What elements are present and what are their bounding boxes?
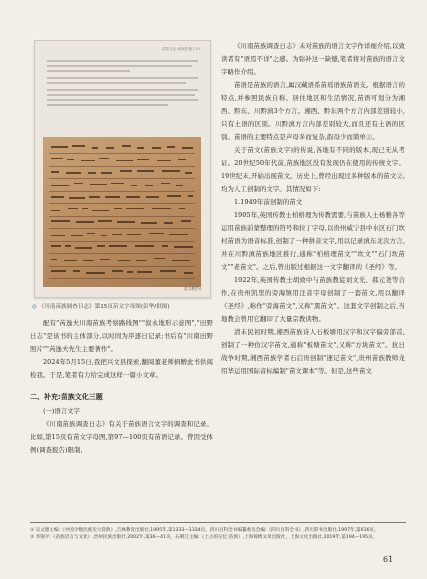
manuscript-glyph xyxy=(51,245,61,247)
manuscript-glyph xyxy=(152,147,161,149)
manuscript-glyph xyxy=(105,196,120,198)
manuscript-glyph xyxy=(160,270,176,272)
manuscript-glyph xyxy=(137,147,144,149)
manuscript-glyph xyxy=(161,183,170,185)
manuscript-glyph xyxy=(149,233,164,235)
footnote: ② 李锦平:《苗族语言与文化》,贵州民族出版社,2002年,第36—41页。石朝江主编:《上古的记忆:苗族》,上海锦绣文章出版社、上海文化出版社,2019年,第194—195页。 xyxy=(30,535,378,540)
manuscript-rule xyxy=(49,266,195,267)
manuscript-glyph xyxy=(184,272,193,274)
manuscript-glyph xyxy=(146,196,159,198)
page-number: 61 xyxy=(383,555,394,564)
manuscript-glyph xyxy=(51,259,57,261)
manuscript-glyph xyxy=(51,171,59,173)
photo-body-text xyxy=(35,55,210,111)
paragraph: 关于苗文(苗族文字)的传说,各地有不同的版本,现已无从考证。20世纪50年代前,苗族地区没有发现仍在使用的传统文字。19世纪末,开始出现苗文。历史上,曾经出现过多种版本的苗文②,均为人工创制的文字。其情况如下: xyxy=(221,146,405,193)
right-column xyxy=(221,40,405,378)
manuscript-glyph xyxy=(185,172,192,174)
caption-mark-icon: ◎ xyxy=(32,304,37,310)
manuscript-glyph xyxy=(120,170,132,172)
manuscript-glyph xyxy=(73,270,80,272)
manuscript-glyph xyxy=(51,220,70,222)
manuscript-glyph xyxy=(67,159,74,161)
manuscript-glyph xyxy=(76,221,94,223)
manuscript-glyph xyxy=(71,235,83,237)
manuscript-glyph xyxy=(126,196,140,198)
footnotes xyxy=(30,522,406,541)
manuscript-glyph xyxy=(164,222,173,224)
manuscript-glyph xyxy=(145,185,153,187)
manuscript-glyph xyxy=(137,271,152,273)
manuscript-glyph xyxy=(176,185,183,187)
manuscript-glyph xyxy=(188,195,193,197)
manuscript-glyph xyxy=(178,159,186,161)
manuscript-glyph xyxy=(92,210,109,212)
manuscript-rule xyxy=(49,191,195,192)
caption-text: 《川南苗族调查日志》第15页苗文字母图(彭华/供图) xyxy=(38,304,170,310)
manuscript-glyph xyxy=(109,245,127,247)
manuscript-rule xyxy=(49,278,195,279)
paragraph: 1905年,英国传教士柏格理为传教需要,与苗族人士杨雅各等运用苗族前蒙整理的符号和拉丁字母,以贵州威宁县中水区石门坎村苗语为语音标准,创制了一种拼音文字,用以记录滇东北次方言,并在川黔滇苗族地区推行,通称"柏格理苗文""坎文""石门坎苗文""老苗文"。之后,曾出版过根据这一文字翻译的《圣经》等。 xyxy=(221,211,405,271)
manuscript-glyph xyxy=(83,260,94,262)
manuscript-glyph xyxy=(97,245,105,247)
paragraph: 配有"芮逸夫川南苗族考察路线图""叙永地形示意图","田野日志"是该书的主体部分,以时间为序逐日记录;书后有"川南田野照片""芮逸夫先生主要著作"。 xyxy=(30,319,213,353)
manuscript-glyph xyxy=(137,159,149,161)
manuscript-glyph xyxy=(51,270,66,272)
paragraph: 2024年5月15日,我把兴文县探索,翻阅董老师捐赠此书供阅检我。于是,笔者有力给完成这样一篇小文章。 xyxy=(30,358,213,379)
paragraph: 清末民初时期,湘西苗族诗人石板塘用汉字和汉字偏旁部首,创制了一种仿汉字苗文,通称"板塘苗文",又称"方块苗文"。抗日战争时期,湘西苗族学者石启贵创制"速记苗文",贵州苗族教师龙绍华运用国际音标编制"苗文课本"等。但是,这些苗文 xyxy=(221,328,405,375)
manuscript-glyph xyxy=(131,185,137,187)
manuscript-rule xyxy=(49,228,195,229)
manuscript-glyph xyxy=(136,260,146,262)
section-heading: 二、补充:苗族文化三题 xyxy=(30,393,103,401)
manuscript-glyph xyxy=(167,195,181,197)
manuscript-rule xyxy=(49,216,195,217)
manuscript-glyph xyxy=(127,234,141,236)
manuscript-rule xyxy=(49,241,195,242)
manuscript-glyph xyxy=(81,160,95,162)
manuscript-glyph xyxy=(169,234,188,236)
manuscript-glyph xyxy=(65,245,71,247)
manuscript-rule xyxy=(49,166,195,167)
miao-alphabet-manuscript xyxy=(43,137,201,287)
manuscript-rule xyxy=(49,203,195,204)
manuscript-glyph xyxy=(137,170,154,172)
manuscript-glyph xyxy=(101,172,112,174)
manuscript-glyph xyxy=(114,208,122,210)
manuscript-glyph xyxy=(162,170,180,172)
manuscript-rule xyxy=(49,178,195,179)
manuscript-glyph xyxy=(66,172,81,174)
manuscript-glyph xyxy=(51,196,64,198)
manuscript-glyph xyxy=(112,270,123,272)
photo-page-header: 武陵文化·地域传播 | 15 xyxy=(162,47,200,51)
manuscript-rule xyxy=(49,153,195,154)
manuscript-glyph xyxy=(127,271,133,273)
manuscript-glyph xyxy=(64,260,77,262)
footnote: ① 吴文德主编:《中国少数民族史大辞典》,吉林教育出版社,1995年,第1333—1334页。四川百科全书编纂委员会编:《四川百科全书》,四川辞书出版社,1997年,第616页。 xyxy=(30,528,379,533)
manuscript-glyph xyxy=(182,147,193,149)
manuscript-glyph xyxy=(99,158,109,160)
manuscript-glyph xyxy=(152,208,171,210)
figure-photo xyxy=(34,40,211,298)
manuscript-glyph xyxy=(157,160,171,162)
left-column xyxy=(30,40,213,457)
manuscript-glyph xyxy=(141,222,157,224)
manuscript-glyph xyxy=(106,147,114,149)
paragraph: 苗语是苗族的语言,属汉藏语系苗瑶语族苗语支。根据语言的特点,并参照民族自称、居住地区和生活情况,苗语可划分为湘西、黔东、川黔滇3个方言。湘西、黔东两个方言内部差别较小,只有土语的区别。川黔滇方言内部差别较大,而且还有土语的区别。苗语的主要特点是声母多而复杂,韵母少而简单①。 xyxy=(221,81,405,141)
manuscript-glyph xyxy=(162,245,168,247)
manuscript-glyph xyxy=(51,210,60,212)
manuscript-glyph xyxy=(51,158,63,160)
manuscript-glyph xyxy=(179,208,185,210)
manuscript-glyph xyxy=(92,147,98,149)
subsection-heading: (一)语言文字 xyxy=(43,407,80,415)
manuscript-glyph xyxy=(172,260,190,262)
manuscript-glyph xyxy=(68,208,78,210)
manuscript-glyph xyxy=(90,184,107,186)
paragraph: 《川南苗族调查日志》有关于苗族语言文字的调查和记录。比如,第15页有苗文字母图,第97—100页有苗语记录。曾因受体例(调查报告)限制, xyxy=(30,420,213,454)
manuscript-glyph xyxy=(117,221,135,223)
manuscript-glyph xyxy=(74,183,83,185)
manuscript-glyph xyxy=(111,183,124,185)
manuscript-glyph xyxy=(101,235,107,237)
manuscript-glyph xyxy=(135,245,154,247)
manuscript-glyph xyxy=(174,246,193,248)
manuscript-glyph xyxy=(51,146,68,148)
manuscript-glyph xyxy=(116,160,133,162)
manuscript-glyph xyxy=(51,185,69,187)
paragraph: 《川南苗族调查日志》未对苗族的语言文字作详细介绍,以致读者有"语焉不详"之感。为弥补这一缺憾,笔者将对苗族的语言文字略作介绍。 xyxy=(221,42,405,76)
manuscript-glyph xyxy=(88,172,96,174)
figure-caption xyxy=(32,303,213,311)
manuscript-glyph xyxy=(72,145,85,147)
manuscript-glyph xyxy=(112,234,122,236)
list-heading: 1.1949年前创制的苗文 xyxy=(234,198,303,206)
manuscript-glyph xyxy=(167,146,175,148)
manuscript-glyph xyxy=(89,196,100,198)
manuscript-glyph xyxy=(51,235,65,237)
manuscript-glyph xyxy=(118,260,130,262)
manuscript-glyph xyxy=(154,258,165,260)
manuscript-glyph xyxy=(75,247,92,249)
manuscript-rule xyxy=(49,253,195,254)
manuscript-glyph xyxy=(87,233,95,235)
manuscript-glyph xyxy=(100,259,110,261)
manuscript-glyph xyxy=(181,220,191,222)
manuscript-glyph xyxy=(69,197,85,199)
manuscript-glyph xyxy=(98,220,112,222)
paragraph: 1922年,英国传教士胡致中与苗族教徒刘文光、郝元尧等合作,在贵州凯里的旁海镇用注音字母创制了一套苗文,用以翻译《圣经》,称作"旁海苗文",又称"黑苗文"。这套文字创制之后,当地教会曾用它翻印了大量宗教读物。 xyxy=(221,276,405,323)
manuscript-glyph xyxy=(86,272,105,274)
manuscript-glyph xyxy=(82,208,88,210)
manuscript-glyph xyxy=(122,145,131,147)
photo-footer-label: 苗文教学片 xyxy=(184,287,202,291)
manuscript-glyph xyxy=(126,208,144,210)
